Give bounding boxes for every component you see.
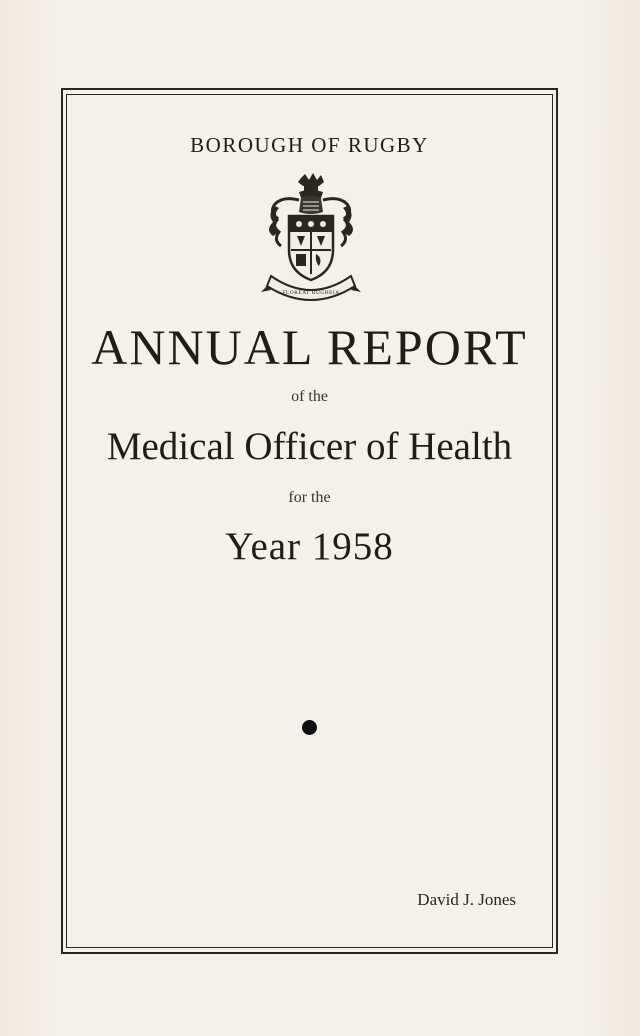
connector-of-the: of the [291, 388, 328, 405]
report-year: Year 1958 [225, 525, 394, 568]
report-title: ANNUAL REPORT [91, 319, 528, 375]
crest-motto: FLOREAT RUGBEIA [282, 290, 340, 296]
borough-heading: BOROUGH OF RUGBY [190, 133, 429, 157]
office-title: Medical Officer of Health [106, 425, 513, 468]
ornament-dot [302, 720, 317, 735]
author-name: David J. Jones [417, 890, 516, 909]
coat-of-arms-icon [261, 172, 361, 308]
connector-for-the: for the [288, 489, 331, 506]
